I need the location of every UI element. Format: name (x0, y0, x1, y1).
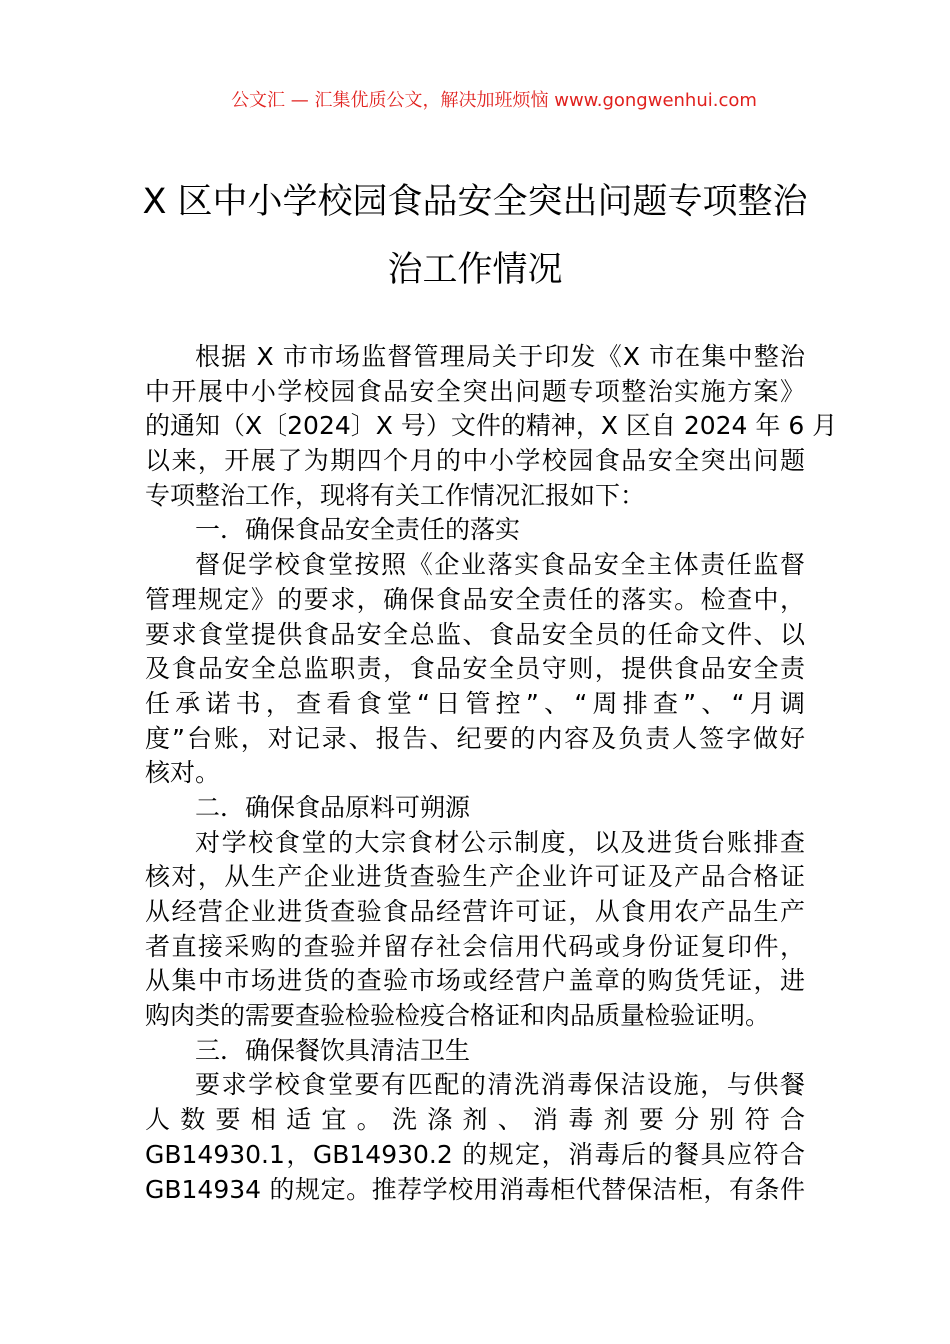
paragraph-line: GB14934 的规定。推荐学校用消毒柜代替保洁柜，有条件 (145, 1174, 805, 1204)
paragraph-line: 人数要相适宜。洗涤剂、消毒剂要分别符合 (145, 1105, 805, 1135)
paragraph-line: 者直接采购的查验并留存社会信用代码或身份证复印件， (145, 931, 805, 961)
paragraph-line: 管理规定》的要求，确保食品安全责任的落实。检查中， (145, 584, 805, 614)
section-heading: 三．确保餐饮具清洁卫生 (195, 1035, 471, 1065)
paragraph-line: 要求食堂提供食品安全总监、食品安全员的任命文件、以 (145, 619, 805, 649)
paragraph-line: 根据 X 市市场监督管理局关于印发《X 市在集中整治 (195, 342, 805, 371)
paragraph-line: 核对，从生产企业进货查验生产企业许可证及产品合格证 (145, 862, 805, 892)
document-title-line-2: 治工作情况 (387, 250, 563, 290)
watermark-header: 公文汇 — 汇集优质公文，解决加班烦恼 www.gongwenhui.com (231, 90, 757, 111)
paragraph-line: 对学校食堂的大宗食材公示制度，以及进货台账排查 (195, 827, 805, 857)
paragraph-line: 督促学校食堂按照《企业落实食品安全主体责任监督 (195, 550, 805, 580)
paragraph-line: 任承诺书，查看食堂“日管控”、“周排查”、“月调 (145, 688, 805, 718)
paragraph-line: 度”台账，对记录、报告、纪要的内容及负责人签字做好 (145, 723, 805, 753)
paragraph-line: 的通知（X〔2024〕X 号）文件的精神，X 区自 2024 年 6 月 (145, 411, 838, 441)
section-heading: 二．确保食品原料可朔源 (195, 792, 471, 822)
paragraph-line: GB14930.1，GB14930.2 的规定，消毒后的餐具应符合 (145, 1139, 805, 1169)
paragraph-line: 及食品安全总监职责，食品安全员守则，提供食品安全责 (145, 654, 805, 684)
paragraph-line: 从经营企业进货查验食品经营许可证，从食用农产品生产 (145, 897, 805, 926)
paragraph-line: 核对。 (145, 758, 221, 788)
paragraph-line: 以来，开展了为期四个月的中小学校园食品安全突出问题 (145, 446, 805, 476)
document-title-line-1: X 区中小学校园食品安全突出问题专项整治 (142, 182, 808, 222)
paragraph-line: 专项整治工作，现将有关工作情况汇报如下： (145, 480, 646, 510)
document-body (145, 340, 838, 1207)
paragraph-line: 要求学校食堂要有匹配的清洗消毒保洁设施，与供餐 (195, 1070, 805, 1100)
section-heading: 一．确保食品安全责任的落实 (195, 515, 521, 545)
paragraph-line: 中开展中小学校园食品安全突出问题专项整治实施方案》 (145, 376, 805, 406)
paragraph-line: 购肉类的需要查验检验检疫合格证和肉品质量检验证明。 (145, 1001, 771, 1031)
paragraph-line: 从集中市场进货的查验市场或经营户盖章的购货凭证，进 (145, 966, 805, 996)
